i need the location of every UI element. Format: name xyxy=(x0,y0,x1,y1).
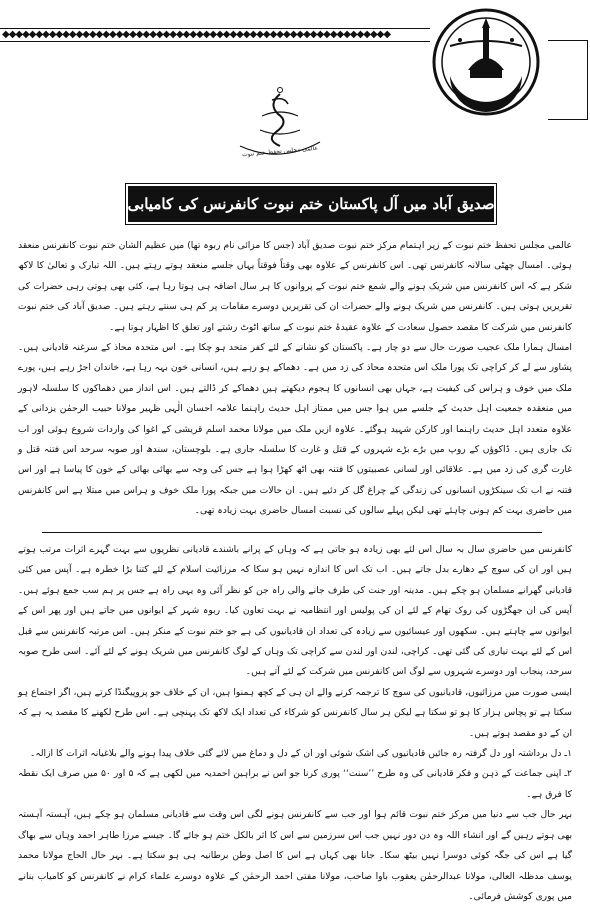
conference-emblem-crescent-icon xyxy=(430,6,542,118)
emblem-frame xyxy=(548,40,588,120)
paragraph: امسال ہمارا ملک عجیب صورت حال سے دو چار ہے۔ پاکستان کو نشانے کے لئے کفر متحد ہو چکا ہے۔ اس متحدہ محاذ کے سرغنہ قادیانی ہیں۔ پشاور سے لے کر کراچی تک پورا ملک اس متحدہ محاذ کی زد میں ہے۔ دھماکے ہو رہے ہیں، انسانی خون بہہ رہا ہے، خاندان اجڑ رہے ہیں، پورے ملک میں خوف و ہراس کی کیفیت ہے، جہاں بھی انسانوں کا ہجوم دیکھتے ہیں دھماکے کر ڈالتے ہیں۔ اس انداز میں دھماکوں کا سلسلہ لاہور میں منعقدہ جمعیت اہل حدیث کے جلسے میں ہوا جس میں ممتاز اہل حدیث راہنما علامہ احسان الٰہی ظہیر مولانا حبیب الرحمٰن یزدانی کے علاوہ متعدد اہل حدیث راہنما اور کارکن شہید ہوگئے۔ علاوہ ازیں ملک میں مولانا محمد اسلم قریشی کے اغوا کی واردات شروع ہوئی اور اب تک جاری ہیں۔ ڈاکوؤں کے روپ میں بڑے بڑے شہروں کے قتل و غارت کا سلسلہ جاری ہے۔ بلوچستان، سندھ اور صوبہ سرحد اس فتنہ قتل و غارت گری کی زد میں ہے۔ علاقائی اور لسانی عصبیتوں کا فتنہ بھی اٹھ کھڑا ہوا ہے جس کی وجہ سے بھائی بھائی کے خون کا پیاسا ہے اور اس فتنہ نے اب تک سینکڑوں انسانوں کی زندگی کے چراغ گل کر دئیے ہیں۔ ان حالات میں جبکہ پورا ملک خوف و ہراس میں مبتلا ہے اس کانفرنس میں حاضری بہت کم ہونی چاہئے تھی لیکن پہلے سالوں کی نسبت امسال حاضری بہت زیادہ تھی۔ xyxy=(18,342,572,517)
diamond-ornament: ◆◆◆◆◆◆◆◆◆◆◆◆◆◆◆◆◆◆◆◆◆◆◆◆◆◆◆◆◆◆◆◆◆◆◆◆◆◆◆◆◆◆◆◆◆◆◆◆◆◆◆◆◆◆◆◆◆◆ xyxy=(2,29,391,40)
paragraph: بہر حال جب سے دنیا میں مرکز ختم نبوت قائم ہوا اور جب سے کانفرنس ہونے لگی اس وقت سے قادیانی مسلمان ہو چکے ہیں، آہستہ آہستہ بھی ہوتے رہیں گے اور انشاء اللہ وہ دن دور نہیں جب اس سرزمین سے اس کا اثر بالکل ختم ہو جائے گا۔ جیسے مرزا طاہر احمد وہاں سے بھاگ گیا ہے اس کی جگہ کوئی دوسرا نہیں بیٹھ سکا۔ جانا بھی کہاں ہے اس کا اصل وطن برطانیہ ہی ہو سکتا ہے۔ بہر حال الحاج مولانا محمد یوسف مدظلہ العالی، مولانا عبدالرحمٰن یعقوب باوا صاحب، مولانا مفتی احمد الرحمٰن کے علاوہ دوسرے علماء کرام نے کانفرنس کو کامیاب بنانے میں پوری کوشش فرمائی۔ xyxy=(18,809,572,902)
list-item: ۱ـ دل برداشتہ اور دل گرفتہ رہ جائیں قادیانیوں کی اشک شوئی اور ان کے دل و دماغ میں لائے گئی خلاف پیدا ہونے والے بلاغیانہ اثرات کا ازالہ۔ xyxy=(29,748,572,760)
title-banner xyxy=(128,186,494,222)
seal-caption: عالمی مجلس تحفظ ختم نبوت xyxy=(241,144,319,159)
paragraph: ایسی صورت میں مرزائیوں، قادیانیوں کی سوچ کا ترجمہ کرنے والے ان ہی کے کچھ ہمنوا ہیں، ان کے خلاف جو پروپیگنڈا کرتے ہیں، اگر اجتماع ہو سکتا ہے تو پچاس ہزار کا ہو تو سکتا ہے لیکن ہر سال کانفرنس کو شرکاء کی تعداد ایک لاکھ تک پہنچی ہے۔ اس طرح لکھنے کا مقصد یہ ہے کہ ان کے دو مقصد ہوتے ہیں۔ xyxy=(18,686,572,739)
section-divider xyxy=(42,532,542,533)
paragraph: کانفرنس میں حاضری سال بہ سال اس لئے بھی زیادہ ہو جاتی ہے کہ وہاں کے پرانے باشندے قادیانی نظریوں سے بہت گہرے اثرات مرتب ہوتے ہیں اور ان کی سوچ کے دھارے بدل جاتے ہیں۔ اب تک اس کا اندازہ نہیں ہو سکا کہ مرزائیت اسلام کے لئے کتنا بڑا خطرہ ہے۔ آپس میں کئی قادیانی گھرانے مسلمان ہو چکے ہیں۔ مدینہ اور جنت کی طرف جانے والی راہ جن کو نظر آئی وہ یہی راہ ہے جس پر ہم سب جمع ہوئے ہیں۔ آپس کی ان جھگڑوں کی روک تھام کے لئے ان کی پولیس اور انتظامیہ نے بہت تعاون کیا۔ ربوہ شہر کے ایوانوں میں جاتے ہیں اور پھر اس کے ایوانوں سے چاہتے ہیں۔ سکھوں اور عیسائیوں سے زیادہ کی تعداد ان قادیانیوں کی ہے جو ختم نبوت کے منکر ہیں۔ اس مرتبہ کانفرنس سے قبل اس کے لئے بہت تیاری کی گئی تھی۔ کراچی، لندن اور لندن سے کراچی تک وہاں کے لوگ کانفرنس میں شریک ہونے کے لئے آئے۔ اسی طرح صوبہ سرحد، پنجاب اور دوسرے شہروں سے لوگ اس کانفرنس میں شرکت کے لئے آتے ہیں۔ xyxy=(18,544,572,678)
section-2-text xyxy=(18,540,572,902)
section-1-text xyxy=(18,236,572,526)
paragraph: عالمی مجلس تحفظ ختم نبوت کے زیر اہتمام مرکز ختم نبوت صدیق آباد (جس کا مزائی نام ربوہ تھا) میں عظیم الشان ختم نبوت کانفرنس منعقد ہوئی۔ امسال چھٹی سالانہ کانفرنس تھی۔ اس کانفرنس کے علاوہ بھی وقتاً فوقتاً یہاں جلسے منعقد ہوتے رہتے ہیں۔ اللہ تبارک و تعالیٰ کا لاکھ شکر ہے کہ اس کانفرنس میں شریک ہونے والے شمع ختم نبوت کے پروانوں کا ہر سال اضافہ ہی ہوتا رہا ہے، کئی بھی ہوتی رہی حضرات کی تقریریں ہوتی ہیں۔ کانفرنس میں شریک ہونے والے حضرات ان کی تقریریں دوسرے مقامات پر کم ہی سنتے رہتے ہیں۔ صدیق آباد کی ختم نبوت کانفرنس میں شرکت کا مقصد حصول سعادت کے علاوہ عقیدۂ ختم نبوت کے ساتھ اٹوٹ رشتے اور تعلق کا اظہار ہوتا ہے۔ xyxy=(18,240,572,333)
page-title: صدیق آباد میں آل پاکستان ختم نبوت کانفرنس کی کامیابی xyxy=(127,195,495,213)
header-border-ornament xyxy=(0,28,430,42)
list-item: ۲ـ اپنی جماعت کے ذہن و فکر قادیانی کی وہ طرح ’’سنت‘‘ پوری کرنا جو اس نے براہین احمدیہ میں لکھی ہے کہ ۵ اور ۵۰ میں صرف ایک نقطہ کا فرق ہے۔ xyxy=(18,768,572,800)
